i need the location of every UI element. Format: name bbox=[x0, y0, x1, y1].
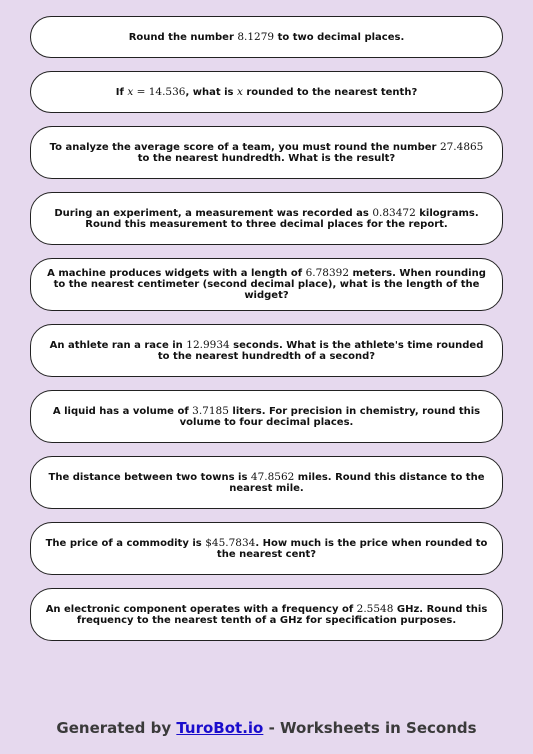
question-text: A machine produces widgets with a length of 6.78392 meters. When rounding to the nearest centimeter (second decimal place), what is the length of the widget? bbox=[47, 267, 486, 301]
question-card bbox=[30, 522, 503, 575]
question-card bbox=[30, 456, 503, 509]
math-variable: x bbox=[236, 85, 243, 98]
footer-suffix: - Worksheets in Seconds bbox=[263, 719, 477, 737]
question-text: Round the number 8.1279 to two decimal places. bbox=[128, 30, 405, 43]
math-number: 3.7185 bbox=[192, 404, 229, 417]
math-number: $45.7834 bbox=[205, 536, 256, 549]
question-card bbox=[30, 16, 503, 58]
math-number: 27.4865 bbox=[439, 140, 484, 153]
math-number: 8.1279 bbox=[237, 30, 275, 43]
math-number: 47.8562 bbox=[250, 470, 295, 483]
question-text: To analyze the average score of a team, you must round the number 27.4865 to the nearest hundredth. What is the result? bbox=[49, 140, 484, 164]
question-text: An electronic component operates with a frequency of 2.5548 GHz. Round this frequency to the nearest tenth of a GHz for specification purposes. bbox=[45, 602, 488, 626]
math-expression: x = 14.536 bbox=[127, 85, 186, 98]
math-number: 6.78392 bbox=[305, 267, 349, 279]
question-text: During an experiment, a measurement was recorded as 0.83472 kilograms. Round this measurement to three decimal places for the report. bbox=[54, 206, 479, 230]
question-text: The price of a commodity is $45.7834. How much is the price when rounded to the nearest cent? bbox=[45, 536, 488, 560]
question-card bbox=[30, 588, 503, 641]
question-card bbox=[30, 324, 503, 377]
question-card bbox=[30, 390, 503, 443]
question-text: An athlete ran a race in 12.9934 seconds. What is the athlete's time rounded to the nearest hundredth of a second? bbox=[49, 338, 484, 362]
question-card bbox=[30, 192, 503, 245]
question-card bbox=[30, 258, 503, 311]
turobot-link[interactable]: TuroBot.io bbox=[176, 719, 264, 737]
question-card bbox=[30, 71, 503, 113]
footer-prefix: Generated by bbox=[56, 719, 177, 737]
math-number: 2.5548 bbox=[356, 602, 394, 615]
question-text: A liquid has a volume of 3.7185 liters. For precision in chemistry, round this volume to four decimal places. bbox=[52, 404, 481, 428]
question-text: If x = 14.536, what is x rounded to the nearest tenth? bbox=[115, 85, 418, 98]
footer bbox=[0, 719, 533, 737]
question-text: The distance between two towns is 47.8562 miles. Round this distance to the nearest mile. bbox=[48, 470, 485, 494]
math-number: 12.9934 bbox=[186, 338, 230, 351]
math-number: 0.83472 bbox=[372, 206, 416, 219]
question-card bbox=[30, 126, 503, 179]
